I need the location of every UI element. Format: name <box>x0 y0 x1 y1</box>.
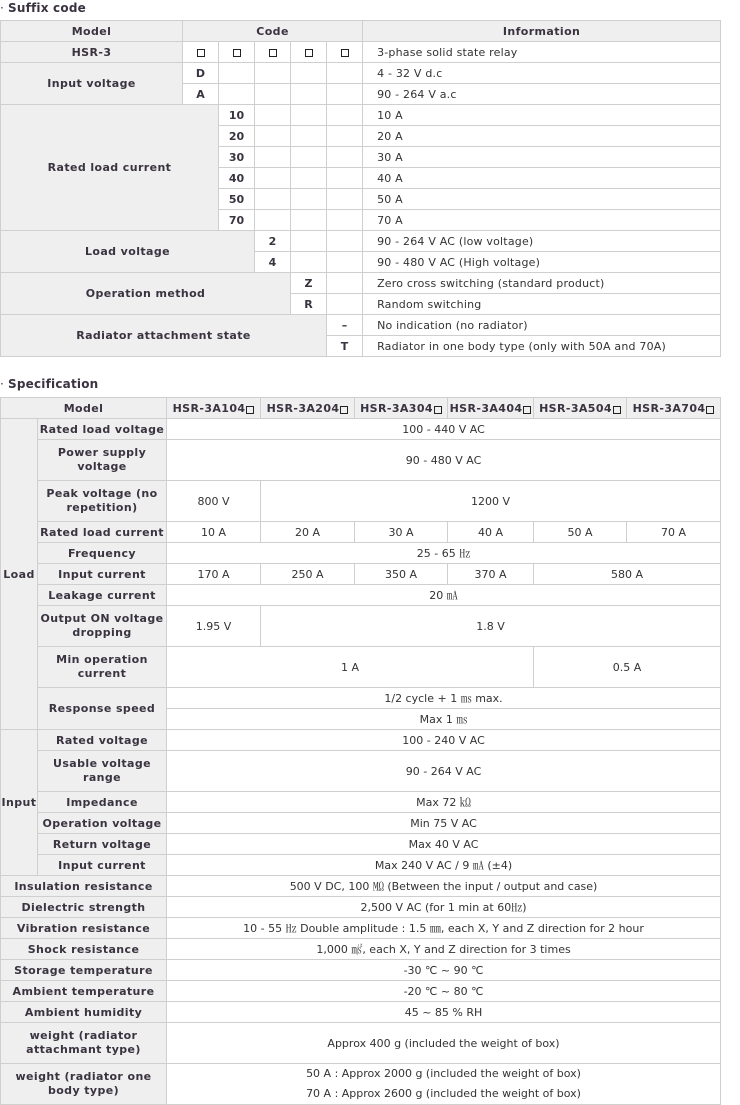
spec-value <box>167 1064 721 1105</box>
code-info: 40 A <box>363 168 721 189</box>
spec-label: Output ON voltage dropping <box>38 606 167 647</box>
spec-label: Frequency <box>38 543 167 564</box>
spec-label: Ambient temperature <box>1 981 167 1002</box>
code-info: 70 A <box>363 210 721 231</box>
spec-label: Power supply voltage <box>38 440 167 481</box>
spec-row <box>1 960 721 981</box>
spec-value: 10 A <box>167 522 261 543</box>
model-column-header: HSR-3A504 <box>534 398 627 419</box>
model-column-header: HSR-3A704 <box>627 398 721 419</box>
group-label-operation-method: Operation method <box>1 273 291 315</box>
placeholder-box-icon <box>613 406 621 414</box>
code-info: 20 A <box>363 126 721 147</box>
code-slot <box>255 42 291 63</box>
spec-row <box>1 897 721 918</box>
spec-value: Approx 400 g (included the weight of box) <box>167 1023 721 1064</box>
model-info: 3-phase solid state relay <box>363 42 721 63</box>
spec-value: 20 ㎃ <box>167 585 721 606</box>
placeholder-box-icon <box>246 406 254 414</box>
code-info: 90 - 264 V AC (low voltage) <box>363 231 721 252</box>
placeholder-box-icon <box>434 406 442 414</box>
suffix-row <box>1 63 721 84</box>
header-model: Model <box>1 21 183 42</box>
spec-value: 45 ~ 85 % RH <box>167 1002 721 1023</box>
spec-row <box>1 813 721 834</box>
spec-row <box>1 440 721 481</box>
code-value: A <box>183 84 219 105</box>
header-code: Code <box>183 21 363 42</box>
spec-row <box>1 918 721 939</box>
spec-label: Input current <box>38 855 167 876</box>
spec-row <box>1 730 721 751</box>
group-label-input-voltage: Input voltage <box>1 63 183 105</box>
code-info: Random switching <box>363 294 721 315</box>
spec-label: Rated load voltage <box>38 419 167 440</box>
spec-label: Min operation current <box>38 647 167 688</box>
spec-value: 25 - 65 ㎐ <box>167 543 721 564</box>
suffix-code-table <box>0 20 721 357</box>
spec-value: 2,500 V AC (for 1 min at 60㎐) <box>167 897 721 918</box>
suffix-row <box>1 231 721 252</box>
header-model: Model <box>1 398 167 419</box>
spec-value: 1200 V <box>261 481 721 522</box>
code-slot <box>327 42 363 63</box>
spec-label: Rated load current <box>38 522 167 543</box>
spec-row <box>1 981 721 1002</box>
group-label-radiator-attachment: Radiator attachment state <box>1 315 327 357</box>
spec-value: 1.95 V <box>167 606 261 647</box>
spec-value: -30 ℃ ~ 90 ℃ <box>167 960 721 981</box>
group-label-rated-load-current: Rated load current <box>1 105 219 231</box>
spec-value: 1,000 ㎨, each X, Y and Z direction for 3 times <box>167 939 721 960</box>
spec-row <box>1 751 721 792</box>
code-info: Zero cross switching (standard product) <box>363 273 721 294</box>
code-info: 30 A <box>363 147 721 168</box>
suffix-header-row <box>1 21 721 42</box>
bullet-icon: · <box>0 377 5 391</box>
code-info: 50 A <box>363 189 721 210</box>
spec-label: Ambient humidity <box>1 1002 167 1023</box>
spec-row <box>1 606 721 647</box>
spec-value: 90 - 264 V AC <box>167 751 721 792</box>
model-row <box>1 42 721 63</box>
spec-label: Rated voltage <box>38 730 167 751</box>
code-info: 90 - 480 V AC (High voltage) <box>363 252 721 273</box>
spec-label: Insulation resistance <box>1 876 167 897</box>
spec-value: 250 A <box>261 564 355 585</box>
code-slot <box>291 42 327 63</box>
spec-value: 50 A <box>534 522 627 543</box>
header-information: Information <box>363 21 721 42</box>
specification-table <box>0 397 721 1105</box>
spec-label: Dielectric strength <box>1 897 167 918</box>
spec-header-row <box>1 398 721 419</box>
spec-value: 0.5 A <box>534 647 721 688</box>
spec-value: 100 - 240 V AC <box>167 730 721 751</box>
spec-row <box>1 1064 721 1105</box>
spec-value: 800 V <box>167 481 261 522</box>
group-label-input: Input <box>1 730 38 876</box>
placeholder-box-icon <box>305 49 313 57</box>
code-value: 2 <box>255 231 291 252</box>
spec-row <box>1 481 721 522</box>
code-value: 40 <box>219 168 255 189</box>
code-slot <box>219 42 255 63</box>
spec-row <box>1 792 721 813</box>
spec-value: 100 - 440 V AC <box>167 419 721 440</box>
spec-row <box>1 1023 721 1064</box>
spec-value: 90 - 480 V AC <box>167 440 721 481</box>
code-info: 10 A <box>363 105 721 126</box>
spec-row <box>1 688 721 709</box>
placeholder-box-icon <box>269 49 277 57</box>
spec-value: 580 A <box>534 564 721 585</box>
placeholder-box-icon <box>340 406 348 414</box>
spec-row <box>1 939 721 960</box>
spec-label: Peak voltage (no repetition) <box>38 481 167 522</box>
spec-label: Leakage current <box>38 585 167 606</box>
spec-value: Max 240 V AC / 9 ㎃ (±4) <box>167 855 721 876</box>
group-label-load: Load <box>1 419 38 730</box>
spec-label: Storage temperature <box>1 960 167 981</box>
placeholder-box-icon <box>197 49 205 57</box>
spec-row <box>1 543 721 564</box>
spec-row <box>1 876 721 897</box>
spec-row <box>1 855 721 876</box>
code-value: 20 <box>219 126 255 147</box>
spec-value: 1 A <box>167 647 534 688</box>
spec-value: -20 ℃ ~ 80 ℃ <box>167 981 721 1002</box>
code-value: Z <box>291 273 327 294</box>
model-column-header: HSR-3A404 <box>448 398 534 419</box>
spec-row <box>1 564 721 585</box>
spec-value: Max 1 ㎳ <box>167 709 721 730</box>
code-value: 50 <box>219 189 255 210</box>
code-value: 30 <box>219 147 255 168</box>
model-column-header: HSR-3A204 <box>261 398 355 419</box>
suffix-code-title: · Suffix code <box>0 1 86 15</box>
model-column-header: HSR-3A304 <box>355 398 448 419</box>
specification-title: · Specification <box>0 377 99 391</box>
spec-row <box>1 585 721 606</box>
spec-value: 350 A <box>355 564 448 585</box>
spec-row <box>1 419 721 440</box>
spec-value-line: 70 A : Approx 2600 g (included the weight of box) <box>306 1087 581 1100</box>
spec-label: Return voltage <box>38 834 167 855</box>
spec-value: 10 - 55 ㎐ Double amplitude : 1.5 ㎜, each X, Y and Z direction for 2 hour <box>167 918 721 939</box>
spec-row <box>1 1002 721 1023</box>
code-info: No indication (no radiator) <box>363 315 721 336</box>
spec-value: 370 A <box>448 564 534 585</box>
spec-label: Impedance <box>38 792 167 813</box>
placeholder-box-icon <box>523 406 531 414</box>
spec-row <box>1 647 721 688</box>
code-info: Radiator in one body type (only with 50A and 70A) <box>363 336 721 357</box>
code-info: 90 - 264 V a.c <box>363 84 721 105</box>
spec-label: weight (radiator one body type) <box>1 1064 167 1105</box>
spec-label: Vibration resistance <box>1 918 167 939</box>
spec-label: Response speed <box>38 688 167 730</box>
spec-value: 170 A <box>167 564 261 585</box>
code-slot <box>183 42 219 63</box>
spec-label: Shock resistance <box>1 939 167 960</box>
code-value: 10 <box>219 105 255 126</box>
spec-value: Max 72 ㏀ <box>167 792 721 813</box>
model-column-header: HSR-3A104 <box>167 398 261 419</box>
placeholder-box-icon <box>341 49 349 57</box>
bullet-icon: · <box>0 1 5 15</box>
code-info: 4 - 32 V d.c <box>363 63 721 84</box>
spec-row <box>1 834 721 855</box>
spec-label: weight (radiator attachmant type) <box>1 1023 167 1064</box>
code-value: T <box>327 336 363 357</box>
placeholder-box-icon <box>706 406 714 414</box>
placeholder-box-icon <box>233 49 241 57</box>
spec-row <box>1 522 721 543</box>
code-value: R <box>291 294 327 315</box>
code-value: D <box>183 63 219 84</box>
group-label-load-voltage: Load voltage <box>1 231 255 273</box>
code-value: – <box>327 315 363 336</box>
spec-value: 40 A <box>448 522 534 543</box>
code-value: 4 <box>255 252 291 273</box>
spec-value: 1.8 V <box>261 606 721 647</box>
spec-value: 70 A <box>627 522 721 543</box>
spec-label: Operation voltage <box>38 813 167 834</box>
spec-value-line: 50 A : Approx 2000 g (included the weight of box) <box>306 1067 581 1080</box>
suffix-row <box>1 105 721 126</box>
code-value: 70 <box>219 210 255 231</box>
spec-value: 1/2 cycle + 1 ㎳ max. <box>167 688 721 709</box>
spec-label: Usable voltage range <box>38 751 167 792</box>
spec-value: 20 A <box>261 522 355 543</box>
spec-value: 500 V DC, 100 ㏁ (Between the input / output and case) <box>167 876 721 897</box>
spec-value: Max 40 V AC <box>167 834 721 855</box>
spec-value: Min 75 V AC <box>167 813 721 834</box>
model-name: HSR-3 <box>1 42 183 63</box>
suffix-row <box>1 315 721 336</box>
spec-label: Input current <box>38 564 167 585</box>
spec-value: 30 A <box>355 522 448 543</box>
suffix-row <box>1 273 721 294</box>
